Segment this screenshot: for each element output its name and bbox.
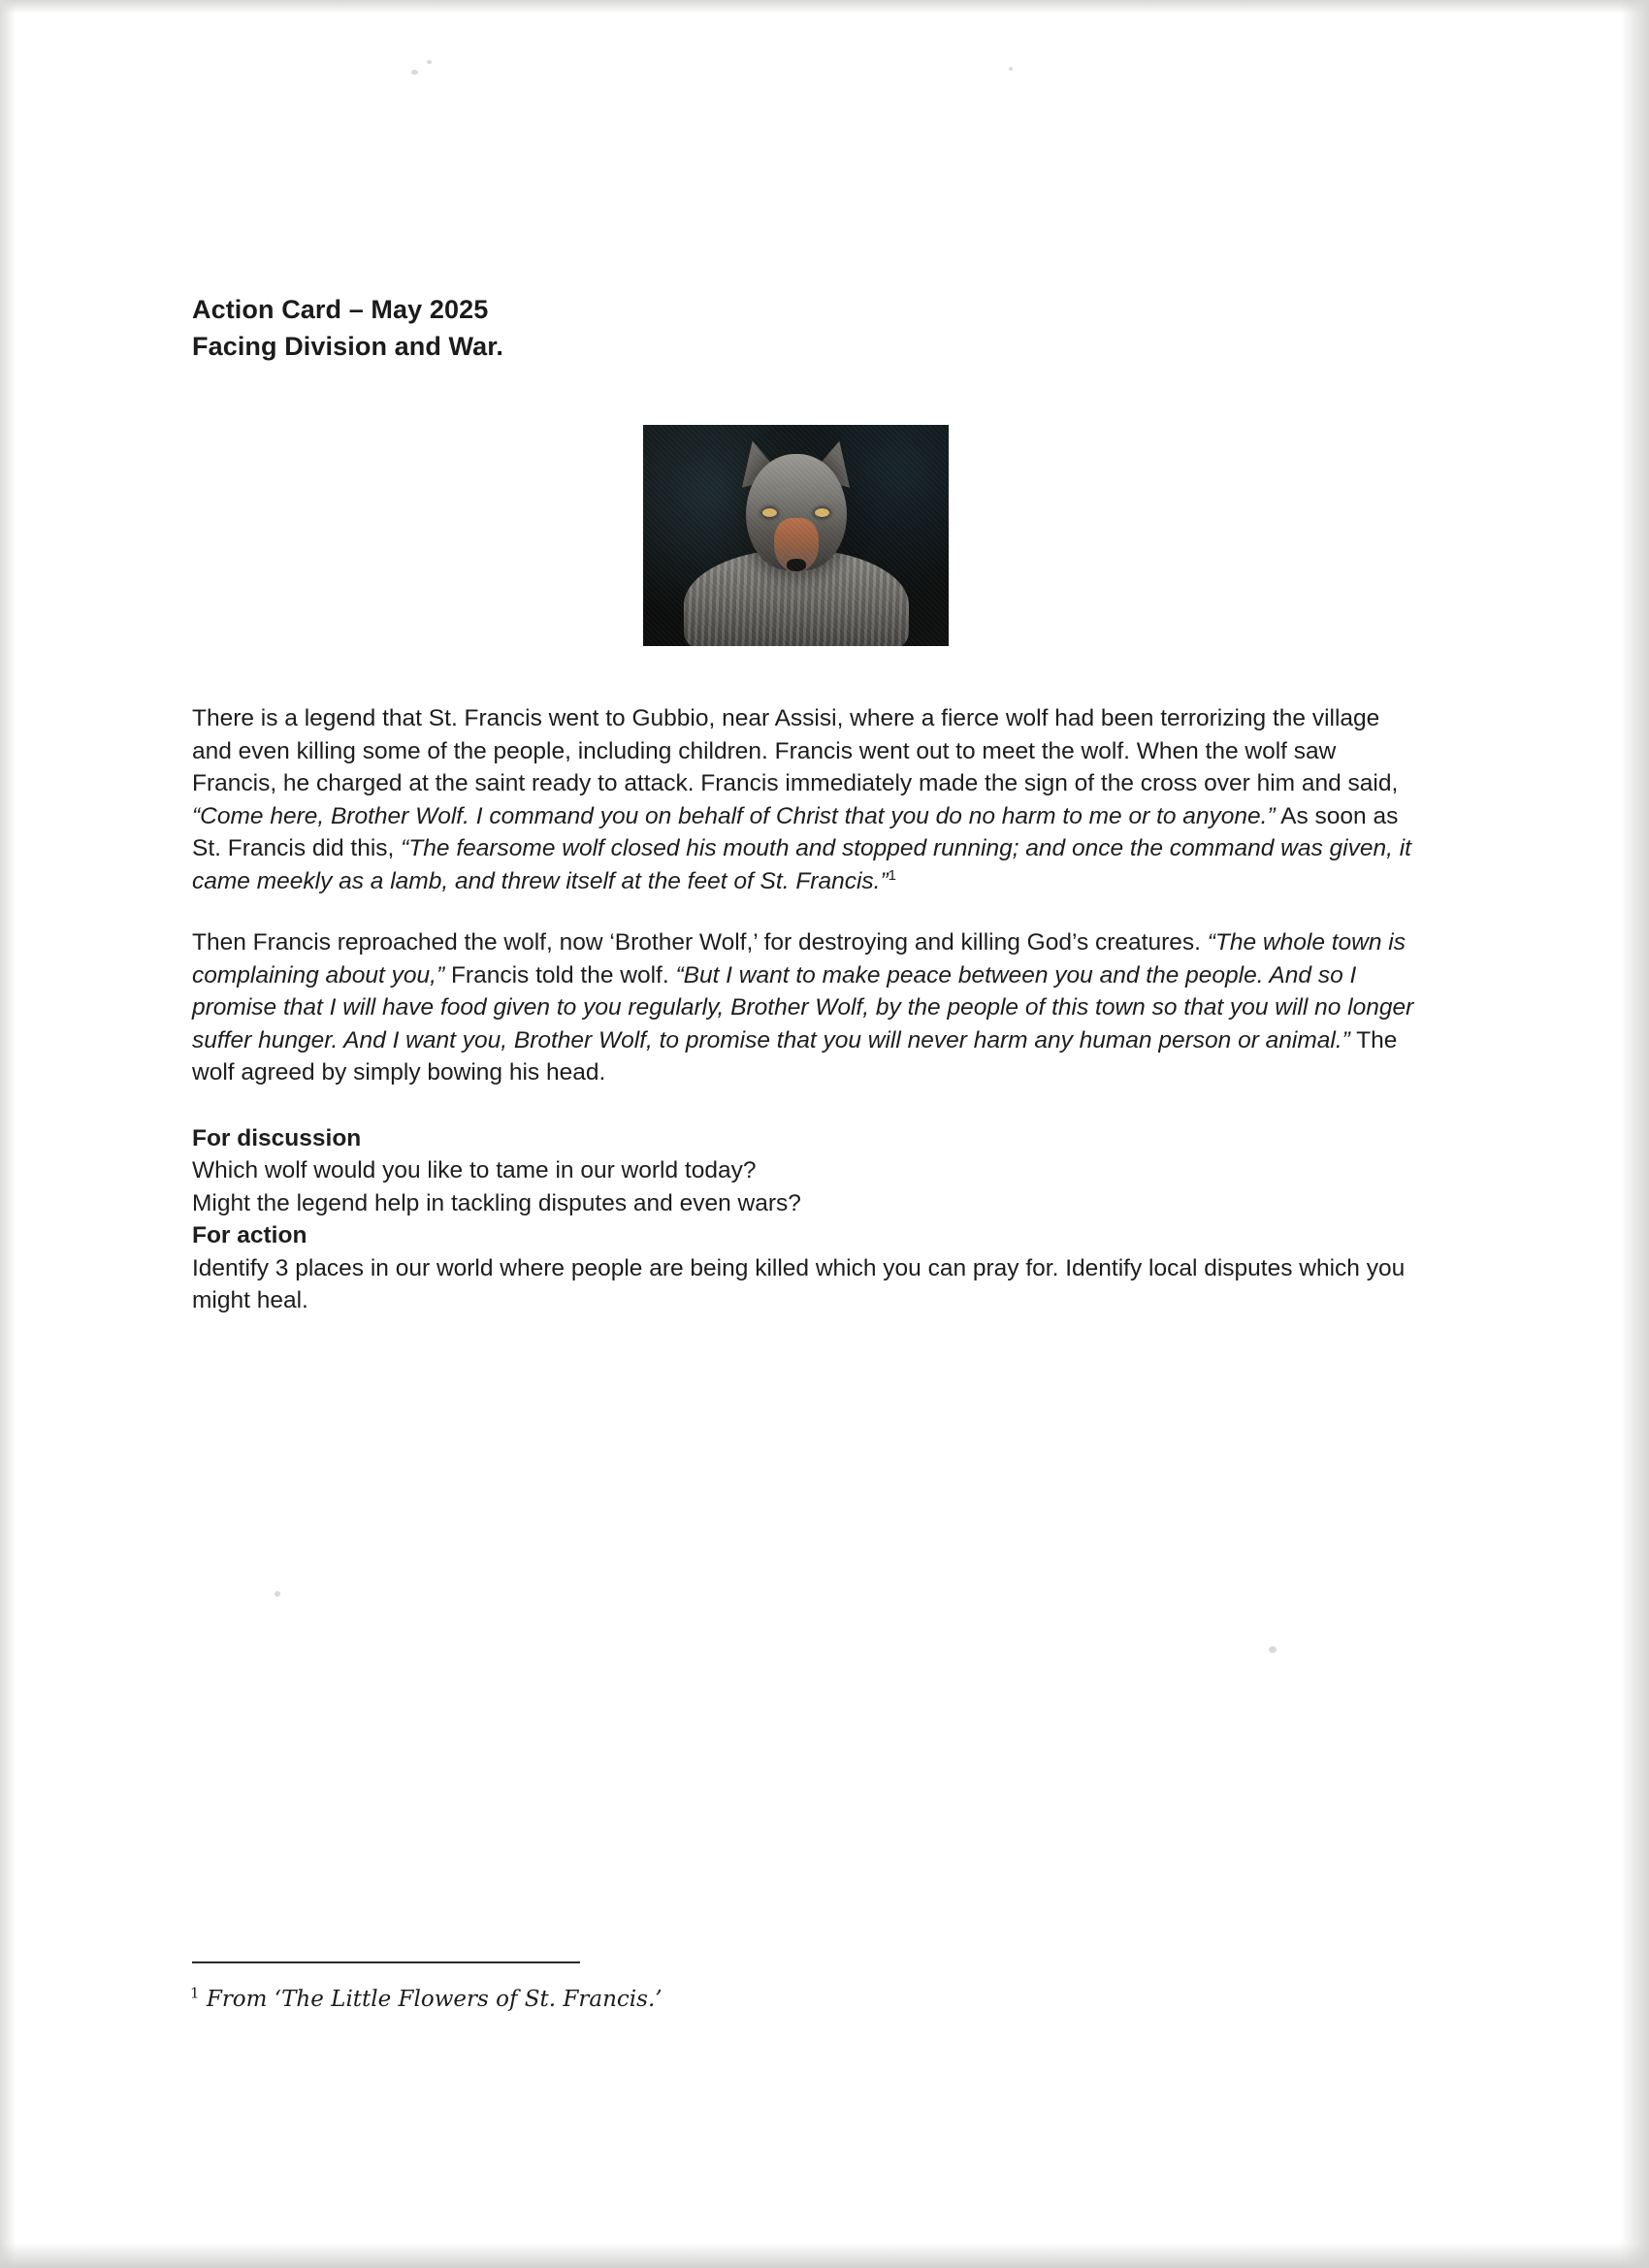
paragraph-legend-part-2: As soon as St. Francis did this, [192, 802, 1399, 861]
footnote [190, 1985, 1063, 2014]
for-discussion-question-2: Might the legend help in tackling disputes and even wars? [192, 1189, 801, 1216]
page-title-line-2: Facing Division and War. [192, 332, 503, 361]
footnote-separator [192, 1961, 580, 1963]
paragraph-reproach-part-2: Francis told the wolf. [444, 961, 676, 988]
paragraph-reproach [192, 926, 1424, 1089]
for-action-text: Identify 3 places in our world where people are being killed which you can pray for. Identify local disputes which you might heal. [192, 1254, 1406, 1313]
paragraph-legend-part-1: There is a legend that St. Francis went to Gubbio, near Assisi, where a fierce wolf had been terrorizing the village and even killing some of the people, including children. Francis went out to meet the wolf. When the wolf saw Francis, he charged at the saint ready to attack. Francis immediately made the sign of the cross over him and said, [192, 705, 1399, 796]
wolf-image [643, 425, 949, 646]
scan-edge-right [1620, 0, 1649, 2268]
document-body [192, 291, 1424, 1317]
scan-speck [275, 1591, 280, 1597]
scan-speck [1009, 67, 1013, 71]
paragraph-legend [192, 702, 1424, 897]
footnote-text: From ‘The Little Flowers of St. Francis.’ [199, 1987, 663, 2012]
paragraph-reproach-part-3: The wolf agreed by simply bowing his head. [192, 1026, 1398, 1085]
paragraph-legend-quote-1: “Come here, Brother Wolf. I command you on behalf of Christ that you do no harm to me or to anyone.” [192, 802, 1276, 829]
page-title [192, 291, 1424, 365]
paragraph-reproach-quote-2: “But I want to make peace between you and the people. And so I promise that I will have food given to you regularly, Brother Wolf, by the people of this town so that you will no longer suffer hunger. And I want you, Brother Wolf, to promise that you will never harm any human person or animal.” [192, 961, 1414, 1053]
scan-speck [427, 60, 432, 64]
scan-edge-top [0, 0, 1649, 14]
footnote-marker: 1 [888, 866, 896, 884]
scan-speck [411, 70, 418, 75]
scan-edge-left [0, 0, 16, 2268]
paragraph-legend-quote-2: “The fearsome wolf closed his mouth and stopped running; and once the command was given, it came meekly as a lamb, and threw itself at the feet of St. Francis.” [192, 835, 1411, 894]
for-discussion-question-1: Which wolf would you like to tame in our world today? [192, 1157, 757, 1183]
page-title-line-1: Action Card – May 2025 [192, 295, 489, 324]
for-action-heading: For action [192, 1222, 307, 1248]
for-discussion-heading: For discussion [192, 1124, 362, 1151]
for-discussion-section [192, 1122, 1424, 1317]
scan-edge-bottom [0, 2243, 1649, 2268]
footnote-number: 1 [190, 1984, 200, 2002]
paragraph-reproach-quote-1: “The whole town is complaining about you,” [192, 929, 1406, 988]
scan-speck [1269, 1646, 1277, 1653]
article-text [192, 702, 1424, 1317]
wolf-image-grain [643, 425, 949, 646]
paragraph-reproach-part-1: Then Francis reproached the wolf, now ‘Brother Wolf,’ for destroying and killing God’s creatures. [192, 929, 1208, 956]
